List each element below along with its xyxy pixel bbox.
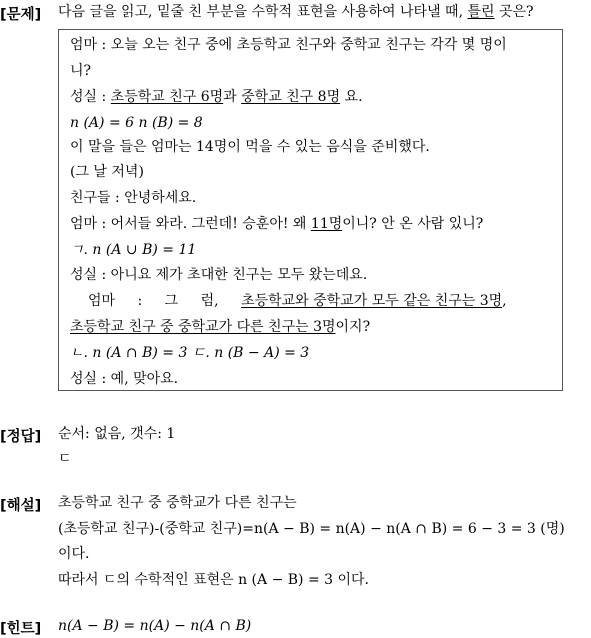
answer-label: [정답] bbox=[0, 429, 42, 445]
problem-label: [문제] bbox=[0, 7, 42, 23]
explanation-line: 초등학교 친구 중 중학교가 다른 친구는 bbox=[58, 495, 297, 511]
passage-line: 니? bbox=[70, 63, 92, 79]
hint-formula: n(A − B) = n(A) − n(A ∩ B) bbox=[58, 618, 252, 634]
passage-line: 엄마 : 그 럼, 초등학교와 중학교가 모두 같은 친구는 3명, bbox=[88, 293, 507, 309]
math-expression: ㄱ. n (A ∪ B) = 11 bbox=[70, 242, 197, 258]
explanation-label: [해설] bbox=[0, 498, 42, 514]
math-expression: n (A) = 6 n (B) = 8 bbox=[70, 115, 203, 131]
passage-line: 성실 : 예, 맞아요. bbox=[70, 371, 179, 387]
passage-line: (그 날 저녁) bbox=[70, 164, 144, 180]
passage-line: 성실 : 아니요 제가 초대한 친구는 모두 왔는데요. bbox=[70, 267, 368, 283]
problem-passage-box bbox=[58, 29, 563, 391]
passage-line: 친구들 : 안녕하세요. bbox=[70, 190, 197, 206]
passage-line: 성실 : 초등학교 친구 6명과 중학교 친구 8명 요. bbox=[70, 89, 363, 105]
answer-value: ㄷ bbox=[58, 451, 72, 467]
passage-line: 엄마 : 오늘 오는 친구 중에 초등학교 친구와 중학교 친구는 각각 몇 명이 bbox=[70, 37, 507, 53]
math-expression: ㄴ. n (A ∩ B) = 3 ㄷ. n (B − A) = 3 bbox=[70, 345, 310, 361]
explanation-line: (초등학교 친구)-(중학교 친구)=n(A − B) = n(A) − n(A ∩ B) = 6 − 3 = 3 (명) bbox=[58, 521, 565, 537]
explanation-line: 이다. bbox=[58, 546, 90, 562]
answer-meta: 순서: 없음, 갯수: 1 bbox=[58, 426, 176, 442]
passage-line: 엄마 : 어서들 와라. 그런데! 승훈아! 왜 11명이니? 안 온 사람 있니? bbox=[70, 216, 484, 232]
problem-question: 다음 글을 읽고, 밑줄 친 부분을 수학적 표현을 사용하여 나타낼 때, 틀린 곳은? bbox=[58, 4, 534, 20]
question-underline: 틀린 bbox=[467, 4, 495, 20]
hint-label: [힌트] bbox=[0, 621, 42, 637]
explanation-line: 따라서 ㄷ의 수학적인 표현은 n (A − B) = 3 이다. bbox=[58, 572, 369, 588]
passage-line: 이 말을 들은 엄마는 14명이 먹을 수 있는 음식을 준비했다. bbox=[70, 139, 430, 155]
passage-line: 초등학교 친구 중 중학교가 다른 친구는 3명이지? bbox=[70, 319, 371, 335]
